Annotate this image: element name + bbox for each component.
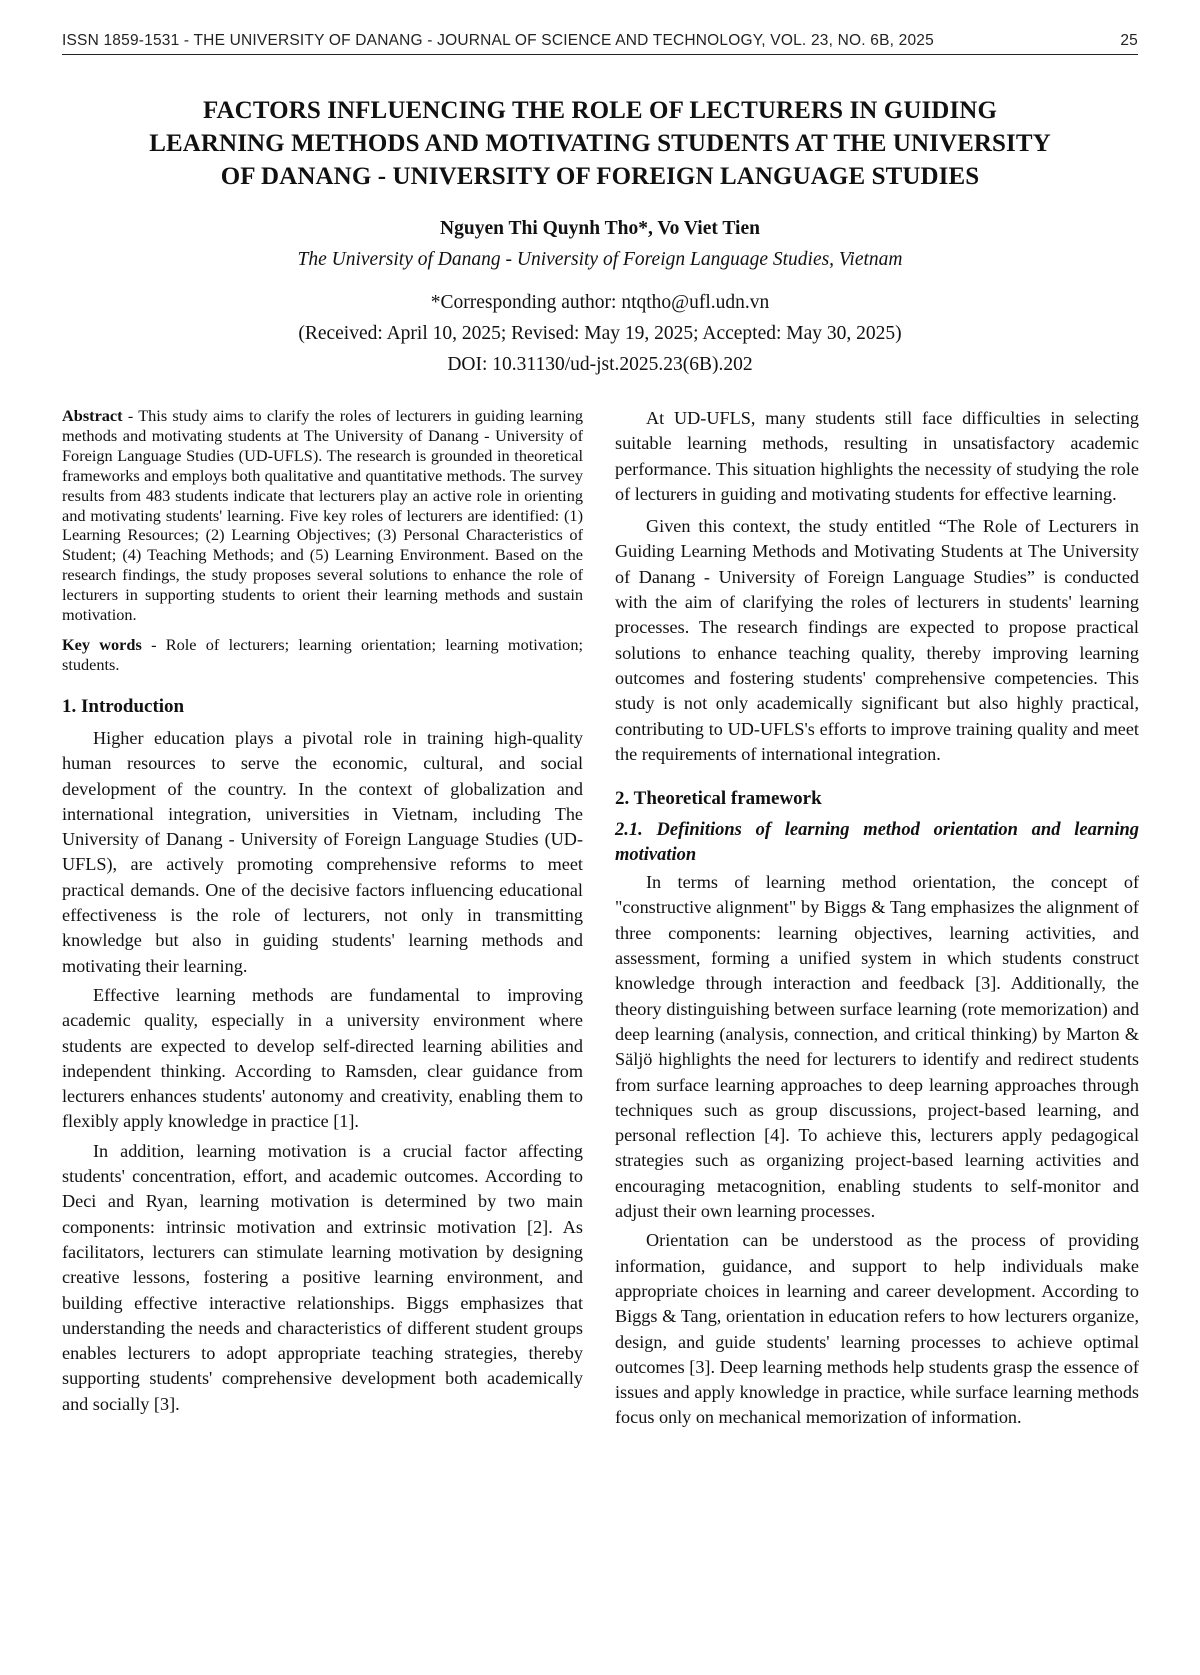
subsection-heading: 2.1. Definitions of learning method orientation and learning motivation — [615, 820, 1139, 866]
title-line: FACTORS INFLUENCING THE ROLE OF LECTURERS IN GUIDING — [203, 97, 997, 124]
paragraph: In addition, learning motivation is a crucial factor affecting students' concentration, effort, and academic outcomes. According to Deci and Ryan, learning motivation is determined by two main components: intrinsic motivation and extrinsic motivation [2]. As facilitators, lecturers can stimulate learning motivation by designing creative lessons, fostering a positive learning environment, and building effective interactive relationships. Biggs emphasizes that understanding the needs and characteristics of different student groups enables lecturers to adopt appropriate teaching strategies, thereby supporting students' comprehensive development both academically and socially [3]. — [62, 1140, 583, 1414]
keywords-label: Key words — [62, 634, 142, 654]
submission-dates: (Received: April 10, 2025; Revised: May 19, 2025; Accepted: May 30, 2025) — [298, 323, 902, 344]
article-title — [62, 94, 1138, 193]
abstract-label: Abstract — [62, 406, 123, 425]
author-list: Nguyen Thi Quynh Tho*, Vo Viet Tien — [440, 218, 760, 239]
paragraph: Orientation can be understood as the process of providing information, guidance, and support to help individuals make appropriate choices in learning and career development. According to Biggs & Tang, orientation in education refers to how lecturers organize, design, and guide students' learning processes to achieve optimal outcomes [3]. Deep learning methods help students grasp the essence of issues and apply knowledge in practice, while surface learning methods focus only on mechanical memorization of information. — [615, 1230, 1139, 1428]
page-number: 25 — [1120, 32, 1138, 49]
paragraph: At UD-UFLS, many students still face difficulties in selecting suitable learning methods, resulting in unsatisfactory academic performance. This situation highlights the necessity of studying the role of lecturers in guiding and motivating students for effective learning. — [615, 408, 1139, 504]
paragraph: Higher education plays a pivotal role in training high-quality human resources to serve the economic, cultural, and social development of the country. In the context of globalization and international integration, universities in Vietnam, including The University of Danang - University of Foreign Language Studies (UD-UFLS), are actively promoting comprehensive reforms to meet practical demands. One of the decisive factors influencing educational effectiveness is the role of lecturers, not only in transmitting knowledge but also in guiding students' learning methods and motivating their learning. — [62, 727, 583, 976]
title-line: LEARNING METHODS AND MOTIVATING STUDENTS AT THE UNIVERSITY — [149, 130, 1051, 157]
title-line: OF DANANG - UNIVERSITY OF FOREIGN LANGUAGE STUDIES — [220, 163, 980, 190]
abstract — [62, 406, 583, 625]
left-column — [62, 406, 583, 1421]
running-header — [62, 32, 1138, 55]
corresponding-author: *Corresponding author: ntqtho@ufl.udn.vn — [430, 292, 770, 313]
doi: DOI: 10.31130/ud-jst.2025.23(6B).202 — [447, 354, 753, 375]
article-metadata — [62, 287, 1138, 380]
paragraph: Given this context, the study entitled “The Role of Lecturers in Guiding Learning Methods and Motivating Students at The University of Danang - University of Foreign Language Studies” is conducted with the aim of clarifying the roles of lecturers in students' learning processes. The research findings are expected to propose practical solutions to enhance teaching quality, thereby improving learning outcomes and fostering students' comprehensive competencies. This study is not only academically significant but also highly practical, contributing to UD-UFLS's efforts to improve training quality and meet the requirements of international integration. — [615, 516, 1139, 764]
section-heading-introduction: 1. Introduction — [62, 695, 185, 717]
paragraph: Effective learning methods are fundamental to improving academic quality, especially in a university environment where students are expected to develop self-directed learning abilities and independent thinking. According to Ramsden, clear guidance from lecturers enhances students' autonomy and creativity, enabling them to flexibly apply knowledge in practice [1]. — [62, 984, 583, 1132]
abstract-text: - This study aims to clarify the roles of lecturers in guiding learning methods and motivating students at The University of Danang - University of Foreign Language Studies (UD-UFLS). The research is grounded in theoretical frameworks and employs both qualitative and quantitative methods. The survey results from 483 students indicate that lecturers play an active role in orienting and motivating students' learning. Five key roles of lecturers are identified: (1) Learning Resources; (2) Learning Objectives; (3) Personal Characteristics of Student; (4) Teaching Methods; and (5) Learning Environment. Based on the research findings, the study proposes several solutions to enhance the role of lecturers in supporting students to orient their learning methods and sustain motivation. — [62, 406, 583, 625]
section-heading-theoretical-framework: 2. Theoretical framework — [615, 788, 822, 810]
journal-running-title: ISSN 1859-1531 - THE UNIVERSITY OF DANANG - JOURNAL OF SCIENCE AND TECHNOLOGY, VOL. 23, NO. 6B, 2025 — [62, 32, 934, 49]
right-column — [615, 406, 1139, 1435]
affiliation: The University of Danang - University of Foreign Language Studies, Vietnam — [297, 249, 903, 270]
keywords — [62, 635, 583, 676]
paragraph: In terms of learning method orientation, the concept of "constructive alignment" by Biggs & Tang emphasizes the alignment of three components: learning objectives, learning activities, and assessment, forming a unified system in which students construct knowledge through interaction and feedback [3]. Additionally, the theory distinguishing between surface learning (rote memorization) and deep learning (analysis, connection, and critical thinking) by Marton & Säljö highlights the need for lecturers to identify and redirect students from surface learning approaches to deep learning approaches through techniques such as group discussions, project-based learning, and personal reflection [4]. To achieve this, lecturers apply pedagogical strategies such as organizing project-based learning activities and encouraging metacognition, enabling students to self-monitor and adjust their own learning processes. — [615, 872, 1139, 1222]
keywords-text: - Role of lecturers; learning orientation; learning motivation; students. — [62, 634, 583, 675]
